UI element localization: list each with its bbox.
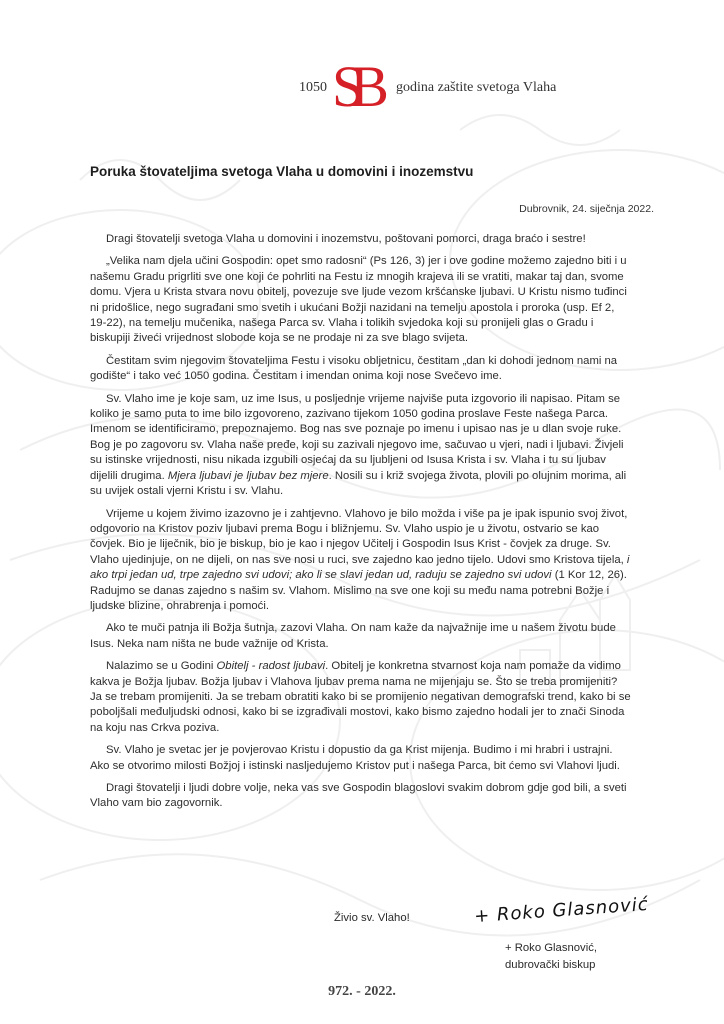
paragraph-text: Dragi štovatelji i ljudi dobre volje, neka vas sve Gospodin blagoslovi svakim dobrom gdje god bili, a sveti Vlaho vam bio zagovornik. (90, 782, 627, 810)
paragraph-text: Vrijeme u kojem živimo izazovno je i zahtjevno. Vlahovo je bilo možda i više pa je ipak ispunio svoj život, odgovorio na Kristov poziv ljubavi prema Bogu i bližnjemu. Sv. Vlaho uspio je u životu, ostvario se kao čovjek. Bio je liječnik, bio je biskup, bio je kao i njegov Učitelj i Gospodin Isus Krist - čovjek za druge. Sv. Vlaho ujedinjuje, on ne dijeli, on nas sve nosi u ruci, sve zajedno kao jedno tijelo. Udovi smo Kristova tijela, (90, 507, 628, 566)
letter-title: Poruka štovateljima svetoga Vlaha u domovini i inozemstvu (90, 164, 474, 179)
body-paragraph (90, 743, 632, 774)
paragraph-text: (1 Kor 12, 26). Radujmo se danas zajedno s našim sv. Vlahom. Mislimo na sve one koji su među nama potrebni Božje i ljudske blizine, ohrabrenja i pomoći. (90, 569, 627, 612)
body-paragraph (90, 621, 632, 652)
paragraph-text: Dragi štovatelji svetoga Vlaha u domovini i inozemstvu, poštovani pomorci, draga braćo i sestre! (106, 233, 586, 245)
svg-text:SB: SB (332, 54, 375, 118)
paragraph-text: Nalazimo se u Godini (106, 660, 217, 673)
italic-quote: Mjera ljubavi je ljubav bez mjere (167, 469, 329, 482)
body-paragraph (90, 354, 632, 385)
body-paragraph (90, 781, 632, 812)
body-paragraph (90, 392, 632, 500)
paragraph-text: . Nosili su i križ svojega života, plovili po olujnim morima, ali su uvijek ostali vjerni Kristu i sv. Vlahu. (90, 469, 627, 498)
signer-role: dubrovački biskup (505, 959, 596, 971)
body-paragraph (90, 254, 632, 346)
signer-name: + Roko Glasnović, (505, 942, 597, 954)
body-paragraph (90, 232, 632, 247)
paragraph-text: Sv. Vlaho je svetac jer je povjerovao Kristu i dopustio da ga Krist mijenja. Budimo i mi hrabri i ustrajni. Ako se otvorimo milosti Božjoj i istinski nasljedujemo Kristov put i našega Parca, bit ćemo svi Vlahovi ljudi. (90, 744, 620, 772)
closing-salutation: Živio sv. Vlaho! (334, 912, 410, 924)
handwritten-signature: + Roko Glasnović (473, 893, 650, 928)
letter-body (90, 232, 632, 819)
paragraph-text: Čestitam svim njegovim štovateljima Festu i visoku obljetnicu, čestitam „dan ki dohodi jednom nami na godište“ i tako već 1050 godina. Čestitam i imendan onima koji nose Svečevo ime. (90, 354, 618, 383)
signer-block (505, 940, 597, 974)
footer-years: 972. - 2022. (328, 984, 396, 999)
paragraph-text: „Velika nam djela učini Gospodin: opet smo radosni“ (Ps 126, 3) jer i ove godine možemo zajedno biti i u našemu Gradu prigrliti sve one koji će pohrliti na Festu iz mnogih krajeva ili se vratiti, makar taj dan, svome domu. Vjera u Krista stvara novu obitelj, povezuje sve ljude vezom kršćanske ljubavi. U Kristu nismo tuđinci ni pridošlice, nego sugrađani smo svetih i ukućani Božji nazidani na temelju apostola i proroka (usp. Ef 2, 19-22), na temelju mučenika, našega Parca sv. Vlaha i tolikih svjedoka koji su pronijeli glas o Gradu i biskupiji živeći vrijednost slobode koja se ne prodaje ni za sve blago svijeta. (90, 255, 627, 345)
logo-number: 1050 (299, 80, 327, 95)
italic-quote: Obitelj - radost ljubavi (216, 660, 326, 673)
paragraph-text: Ako te muči patnja ili Božja šutnja, zazovi Vlaha. On nam kaže da najvažnije ime u našem životu bude Isus. Neka nam ništa ne bude važnije od Krista. (90, 622, 616, 650)
logo-tagline: godina zaštite svetoga Vlaha (396, 80, 557, 95)
sb-logo-icon (330, 52, 394, 118)
body-paragraph (90, 659, 632, 736)
header-logo (0, 52, 724, 118)
italic-quote: i ako trpi jedan ud, trpe zajedno svi udovi; ako li se slavi jedan ud, raduju se zajedno svi udovi (90, 553, 630, 582)
body-paragraph (90, 507, 632, 615)
letter-date: Dubrovnik, 24. siječnja 2022. (519, 203, 654, 215)
paragraph-text: . Obitelj je konkretna stvarnost koja nam pomaže da vidimo kakva je Božja ljubav. Božja ljubav i Vlahova ljubav prema nama ne mijenjaju se. Što se treba promijeniti? Ja se trebam promijeniti. Ja se trebam obratiti kako bi se promijenio negativan demografski trend, kako bi se poboljšali međuljudski odnosi, kako bi se izgrađivali mostovi, kako bismo zajedno hodali jer to znači Sinoda na koju nas Crkva poziva. (90, 660, 631, 734)
paragraph-text: Sv. Vlaho ime je koje sam, uz ime Isus, u posljednje vrijeme najviše puta izgovorio ili napisao. Pitam se koliko je samo puta to ime bilo izgovoreno, zazivano tijekom 1050 godina proslave Feste našega Parca. Imenom se identificiramo, prepoznajemo. Bog nas sve poznaje po imenu i upisao nas je u dlan svoje ruke. Bog je po zagovoru sv. Vlaha naše pređe, koji su zazivali njegovo ime, sačuvao u vjeri, nadi i ljubavi. Živjeli su istinske vrijednosti, nisu nikada izgubili osjećaj da su ljubljeni od Isusa Krista i sv. Vlaha i tu su ljubav dijelili drugima. (90, 392, 624, 482)
